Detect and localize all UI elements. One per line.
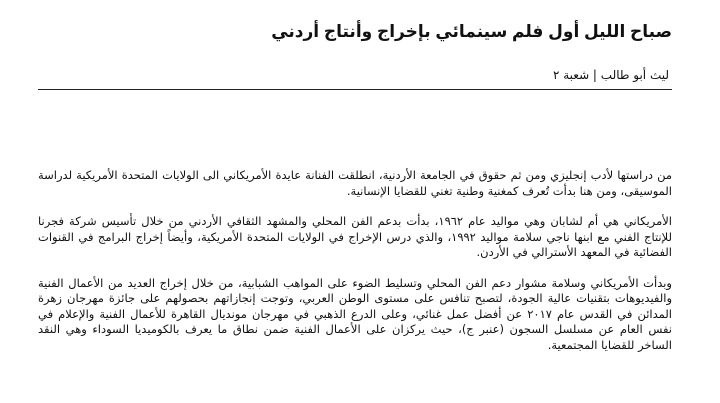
article-body [38, 168, 672, 353]
document-page [38, 0, 672, 403]
article-byline: ليث أبو طالب | شعبة ٢ [552, 68, 669, 82]
article-title: صباح الليل أول فلم سينمائي بإخراج وأنتاج أردني [271, 22, 672, 41]
paragraph-2: الأمريكاني هي أم لشابان وهي مواليد عام ١٩٦٢، بدأت بدعم الفن المحلي والمشهد الثقافي الأردني من خلال تأسيس شركة فجرنا للإنتاج الفني مع ابنها ناجي سلامة مواليد ١٩٩٢، والذي درس الإخراج في الولايات المتحدة الأمريكية، وأيضاً إخراج البرامج في القنوات الفضائية في المعهد الأسترالي في الأردن. [38, 214, 672, 259]
title-divider [38, 89, 672, 90]
paragraph-3: وبدأت الأمريكاني وسلامة مشوار دعم الفن المحلي وتسليط الضوء على المواهب الشبابية، من خلال إخراج العديد من الأعمال الفنية والفيديوهات بتقنيات عالية الجودة، لتصبح تنافس على مستوى الوطن العربي، وتوجت إنجازاتهم بحصولهم على جائزة مهرجان زهرة المدائن في القدس عام ٢٠١٧ عن أفضل عمل غنائي، وعلى الدرع الذهبي في مهرجان مونديال القاهرة للأعمال الفنية والإعلام في نفس العام عن مسلسل السجون (عنبر ج)، حيث يركزان على الأعمال الفنية ضمن نطاق ما يعرف بالكوميديا السوداء وهي النقد الساخر للقضايا المجتمعية. [38, 275, 672, 352]
paragraph-1: من دراستها لأدب إنجليزي ومن ثم حقوق في الجامعة الأردنية، انطلقت الفنانة عايدة الأمريكاني الى الولايات المتحدة الأمريكية لدراسة الموسيقى، ومن هنا بدأت تُعرف كمغنية وطنية تغني للقضايا الإنسانية. [38, 168, 672, 198]
